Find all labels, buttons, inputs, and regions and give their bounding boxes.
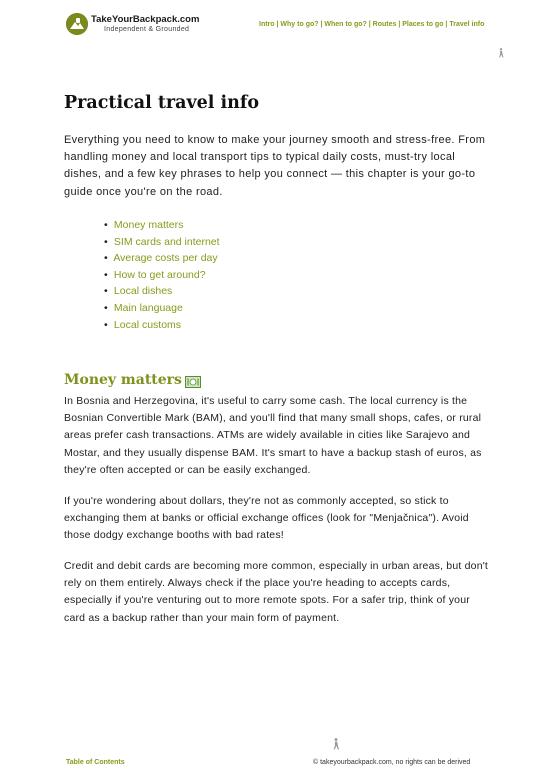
money-paragraph-dollars: If you're wondering about dollars, they're not as commonly accepted, so stick to exchanging them at banks or official exchange offices (look for "Menjačnica"). Avoid those dodgy exchange booths with bad rates!	[64, 495, 469, 542]
toc-link-main-language[interactable]: Main language	[113, 301, 183, 314]
list-item: • Local customs	[104, 318, 182, 331]
toc-link-average-costs[interactable]: Average costs per day	[113, 252, 218, 265]
nav-item-when-to-go[interactable]: When to go?	[324, 21, 367, 28]
hiker-icon	[331, 738, 341, 750]
page-header	[0, 0, 550, 50]
list-item: • How to get around?	[104, 268, 206, 281]
nav-item-travel-info[interactable]: Travel info	[449, 21, 485, 28]
toc-link-sim-cards[interactable]: SIM cards and internet	[113, 235, 220, 248]
toc-link-local-dishes[interactable]: Local dishes	[113, 285, 173, 298]
intro-paragraph: Everything you need to know to make your journey smooth and stress-free. From handling money and local transport tips to typical daily costs, must-try local dishes, and a few key phrases to help you connect — this chapter is your go-to guide once you're on the road.	[64, 134, 486, 198]
list-item: • Local dishes	[104, 285, 173, 298]
money-paragraph-cash: In Bosnia and Herzegovina, it's useful to carry some cash. The local currency is the Bosnian Convertible Mark (BAM), and you'll find that many small shops, cafes, or rural areas prefer cash transactions. ATMs are widely available in cities like Sarajevo and Mostar, and they usually dispense BAM. It's smart to have a backup stash of euros, as they're often accepted or can be easily exchanged.	[64, 395, 482, 476]
top-navigation: Intro | Why to go? | When to go? | Routes | Places to go | Travel info	[259, 21, 485, 28]
nav-item-places-to-go[interactable]: Places to go	[402, 21, 444, 28]
money-paragraph-cards: Credit and debit cards are becoming more common, especially in urban areas, but don't rely on them entirely. Always check if the place you're heading to accepts cards, especially if you're venturing out to more remote spots. For a safer trip, think of your card as a backup rather than your main form of payment.	[64, 560, 489, 624]
brand-name[interactable]: TakeYourBackpack.com	[91, 14, 200, 25]
toc-link-get-around[interactable]: How to get around?	[113, 268, 206, 281]
nav-item-intro[interactable]: Intro	[259, 21, 275, 28]
nav-item-routes[interactable]: Routes	[372, 21, 397, 28]
chapter-contents-list	[104, 217, 220, 333]
list-item: • Money matters	[104, 219, 184, 231]
list-item: • Main language	[104, 301, 183, 314]
page-title: Practical travel info	[64, 93, 260, 113]
nav-item-why-to-go[interactable]: Why to go?	[280, 21, 319, 28]
table-of-contents-link[interactable]: Table of Contents	[66, 759, 125, 766]
copyright-notice: © takeyourbackpack.com, no rights can be derived	[313, 759, 471, 766]
hiker-icon	[497, 48, 505, 58]
toc-link-local-customs[interactable]: Local customs	[113, 318, 182, 331]
backpack-logo-icon[interactable]	[66, 13, 88, 35]
money-icon	[185, 376, 201, 388]
toc-link-money-matters[interactable]: Money matters	[113, 219, 184, 231]
brand-tagline: Independent & Grounded	[104, 26, 190, 33]
section-heading-money: Money matters	[64, 372, 182, 388]
list-item: • Average costs per day	[104, 252, 218, 265]
list-item: • SIM cards and internet	[104, 235, 220, 248]
